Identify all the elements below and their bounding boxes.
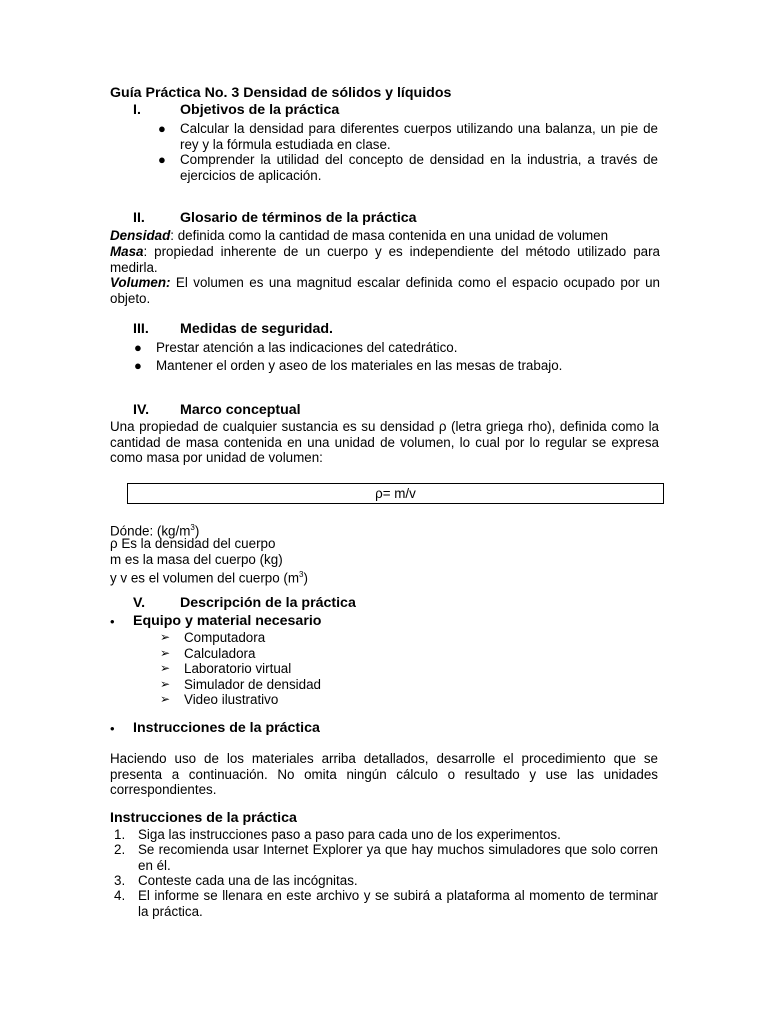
where-line xyxy=(110,536,275,552)
section-4-heading: Marco conceptual xyxy=(180,402,301,418)
where-text-after: ) xyxy=(303,570,308,586)
section-2-heading: Glosario de términos de la práctica xyxy=(180,210,417,226)
instructions-heading: Instrucciones de la práctica xyxy=(110,810,297,826)
step-text: Conteste cada una de las incógnitas. xyxy=(138,873,358,888)
section-1-heading: Objetivos de la práctica xyxy=(180,102,340,118)
arrow-bullet-icon: ➢ xyxy=(160,661,171,675)
bullet-icon: • xyxy=(110,614,115,629)
glossary-entry xyxy=(110,228,660,244)
safety-item: Mantener el orden y aseo de los materiales en las mesas de trabajo. xyxy=(156,358,563,373)
superscript: 3 xyxy=(190,523,195,532)
glossary-term: Volumen: xyxy=(110,275,171,290)
step-number: 2. xyxy=(114,842,126,857)
equipment-item: Computadora xyxy=(184,630,266,645)
arrow-bullet-icon: ➢ xyxy=(160,630,171,644)
glossary-entry xyxy=(110,244,660,275)
where-text: y v es el volumen del cuerpo (m xyxy=(110,570,300,586)
superscript: 3 xyxy=(299,570,304,579)
section-5-heading: Descripción de la práctica xyxy=(180,595,356,611)
glossary-term: Densidad xyxy=(110,228,171,243)
bullet-icon: ● xyxy=(158,121,166,136)
arrow-bullet-icon: ➢ xyxy=(160,677,171,691)
where-text-after: ) xyxy=(194,523,200,539)
formula-box xyxy=(127,483,664,504)
equipment-item: Video ilustrativo xyxy=(184,692,279,707)
glossary-entry xyxy=(110,275,660,306)
equipment-item: Laboratorio virtual xyxy=(184,661,292,676)
arrow-bullet-icon: ➢ xyxy=(160,646,171,660)
where-text: m es la masa del cuerpo (kg) xyxy=(110,552,283,567)
section-1-number: I. xyxy=(133,102,141,118)
where-text: Dónde: (kg/m xyxy=(110,523,191,539)
safety-item: Prestar atención a las indicaciones del catedrático. xyxy=(156,340,458,355)
arrow-bullet-icon: ➢ xyxy=(160,692,171,706)
glossary-definition: : propiedad inherente de un cuerpo y es independiente del método utilizado para medirla. xyxy=(110,244,660,275)
step-text: Siga las instrucciones paso a paso para cada uno de los experimentos. xyxy=(138,827,561,842)
bullet-icon: ● xyxy=(134,358,142,373)
bullet-icon: • xyxy=(110,721,115,736)
objective-item: Calcular la densidad para diferentes cuerpos utilizando una balanza, un pie de rey y la fórmula estudiada en clase. xyxy=(180,121,658,152)
equipment-item: Simulador de densidad xyxy=(184,677,321,692)
step-number: 4. xyxy=(114,888,126,903)
section-4-number: IV. xyxy=(133,402,150,418)
where-text: ρ Es la densidad del cuerpo xyxy=(110,536,276,551)
section-2-number: II. xyxy=(133,210,145,226)
instructions-bullet-heading: Instrucciones de la práctica xyxy=(133,720,320,736)
equipment-heading: Equipo y material necesario xyxy=(133,613,322,629)
objective-item: Comprender la utilidad del concepto de densidad en la industria, a través de ejercicios de aplicación. xyxy=(180,152,658,183)
step-text: El informe se llenara en este archivo y se subirá a plataforma al momento de terminar la práctica. xyxy=(138,888,658,919)
equipment-item: Calculadora xyxy=(184,646,256,661)
step-number: 1. xyxy=(114,827,126,842)
concept-paragraph: Una propiedad de cualquier sustancia es su densidad ρ (letra griega rho), definida como la cantidad de masa contenida en una unidad de volumen, lo cual por lo regular se expresa como masa por unidad de volumen: xyxy=(110,419,659,466)
section-3-heading: Medidas de seguridad. xyxy=(180,321,333,337)
where-line xyxy=(110,552,283,568)
section-3-number: III. xyxy=(133,321,149,337)
glossary-term: Masa xyxy=(110,244,144,259)
document-title: Guía Práctica No. 3 Densidad de sólidos y líquidos xyxy=(110,85,452,101)
procedure-paragraph: Haciendo uso de los materiales arriba detallados, desarrolle el procedimiento que se presenta a continuación. No omita ningún cálculo o resultado y use las unidades correspondientes. xyxy=(110,751,658,798)
bullet-icon: ● xyxy=(134,340,142,355)
density-formula: ρ= m/v xyxy=(375,486,416,501)
glossary-definition: El volumen es una magnitud escalar definida como el espacio ocupado por un objeto. xyxy=(110,275,660,306)
step-number: 3. xyxy=(114,873,126,888)
section-5-number: V. xyxy=(133,595,146,611)
glossary-definition: : definida como la cantidad de masa contenida en una unidad de volumen xyxy=(170,228,609,243)
step-text: Se recomienda usar Internet Explorer ya que hay muchos simuladores que solo corren en él. xyxy=(138,842,658,873)
where-line xyxy=(110,567,308,586)
bullet-icon: ● xyxy=(158,152,166,167)
